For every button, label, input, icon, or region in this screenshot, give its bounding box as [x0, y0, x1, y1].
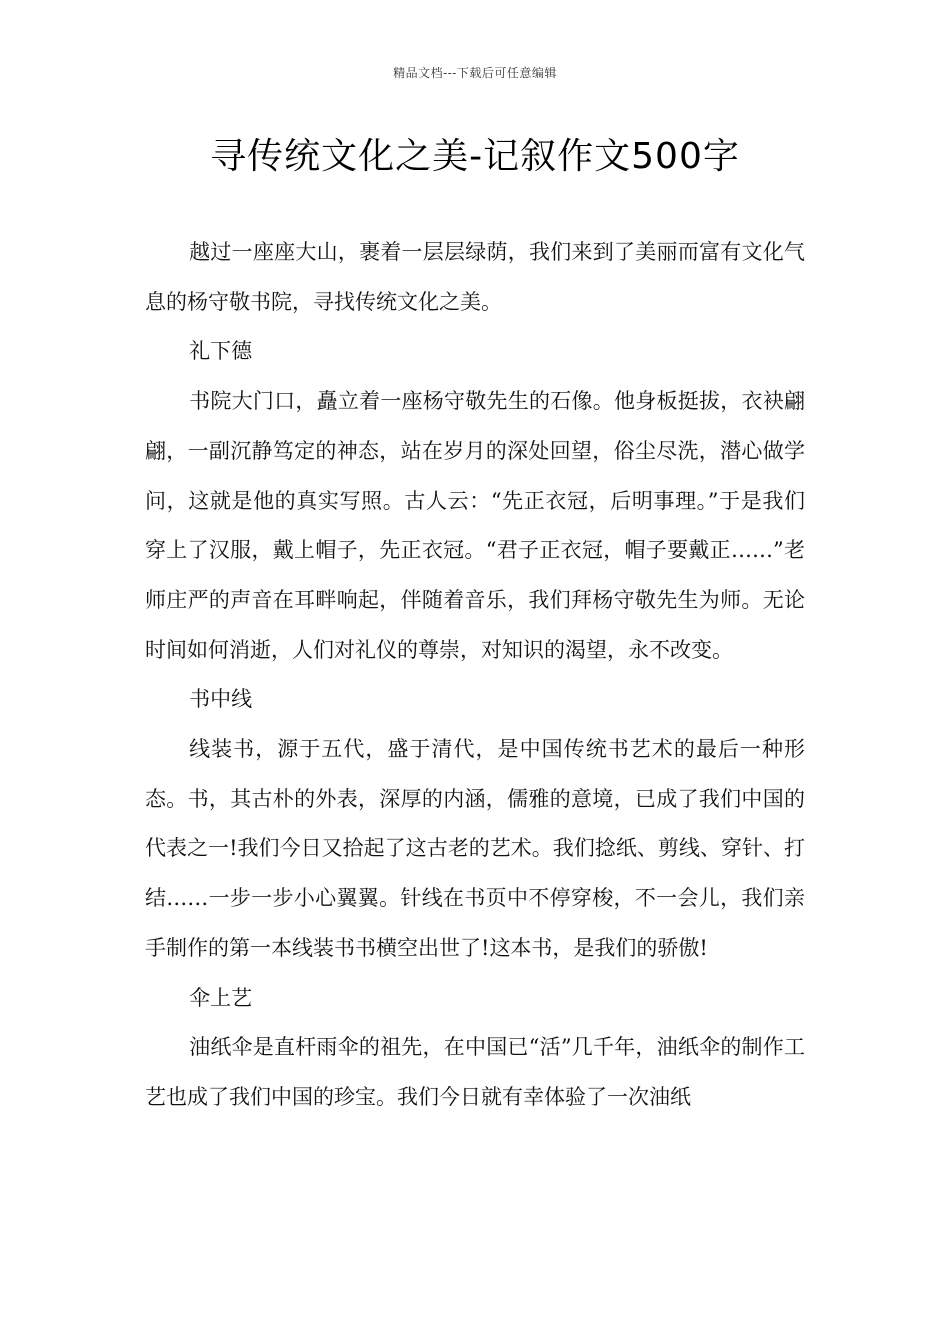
header-note: 精品文档---下载后可任意编辑 [393, 66, 557, 80]
section-heading-umbrella: 伞上艺 [189, 985, 253, 1010]
section-heading-bookbinding: 书中线 [189, 687, 253, 712]
paragraph-bookbinding: 线装书，源于五代，盛于清代，是中国传统书艺术的最后一种形态。书，其古朴的外表，深厚的内涵，儒雅的意境，已成了我们中国的代表之一!我们今日又拾起了这古老的艺术。我们捻纸、剪线、穿针、打结……一步一步小心翼翼。针线在书页中不停穿梭，不一会儿，我们亲手制作的第一本线装书书横空出世了!这本书，是我们的骄傲! [145, 737, 805, 960]
section-heading-etiquette: 礼下德 [189, 339, 253, 364]
paragraph-intro: 越过一座座大山，裹着一层层绿荫，我们来到了美丽而富有文化气息的杨守敬书院，寻找传统文化之美。 [145, 240, 805, 314]
paragraph-umbrella: 油纸伞是直杆雨伞的祖先，在中国已“活”几千年，油纸伞的制作工艺也成了我们中国的珍宝。我们今日就有幸体验了一次油纸 [145, 1035, 805, 1109]
document-title: 寻传统文化之美-记叙作文500字 [210, 136, 740, 177]
document-body [145, 228, 805, 1123]
paragraph-etiquette: 书院大门口，矗立着一座杨守敬先生的石像。他身板挺拔，衣袂翩翩，一副沉静笃定的神态，站在岁月的深处回望，俗尘尽洗，潜心做学问，这就是他的真实写照。古人云：“先正衣冠，后明事理。”于是我们穿上了汉服，戴上帽子，先正衣冠。“君子正衣冠，帽子要戴正……”老师庄严的声音在耳畔响起，伴随着音乐，我们拜杨守敬先生为师。无论时间如何消逝，人们对礼仪的尊崇，对知识的渴望，永不改变。 [145, 389, 805, 662]
